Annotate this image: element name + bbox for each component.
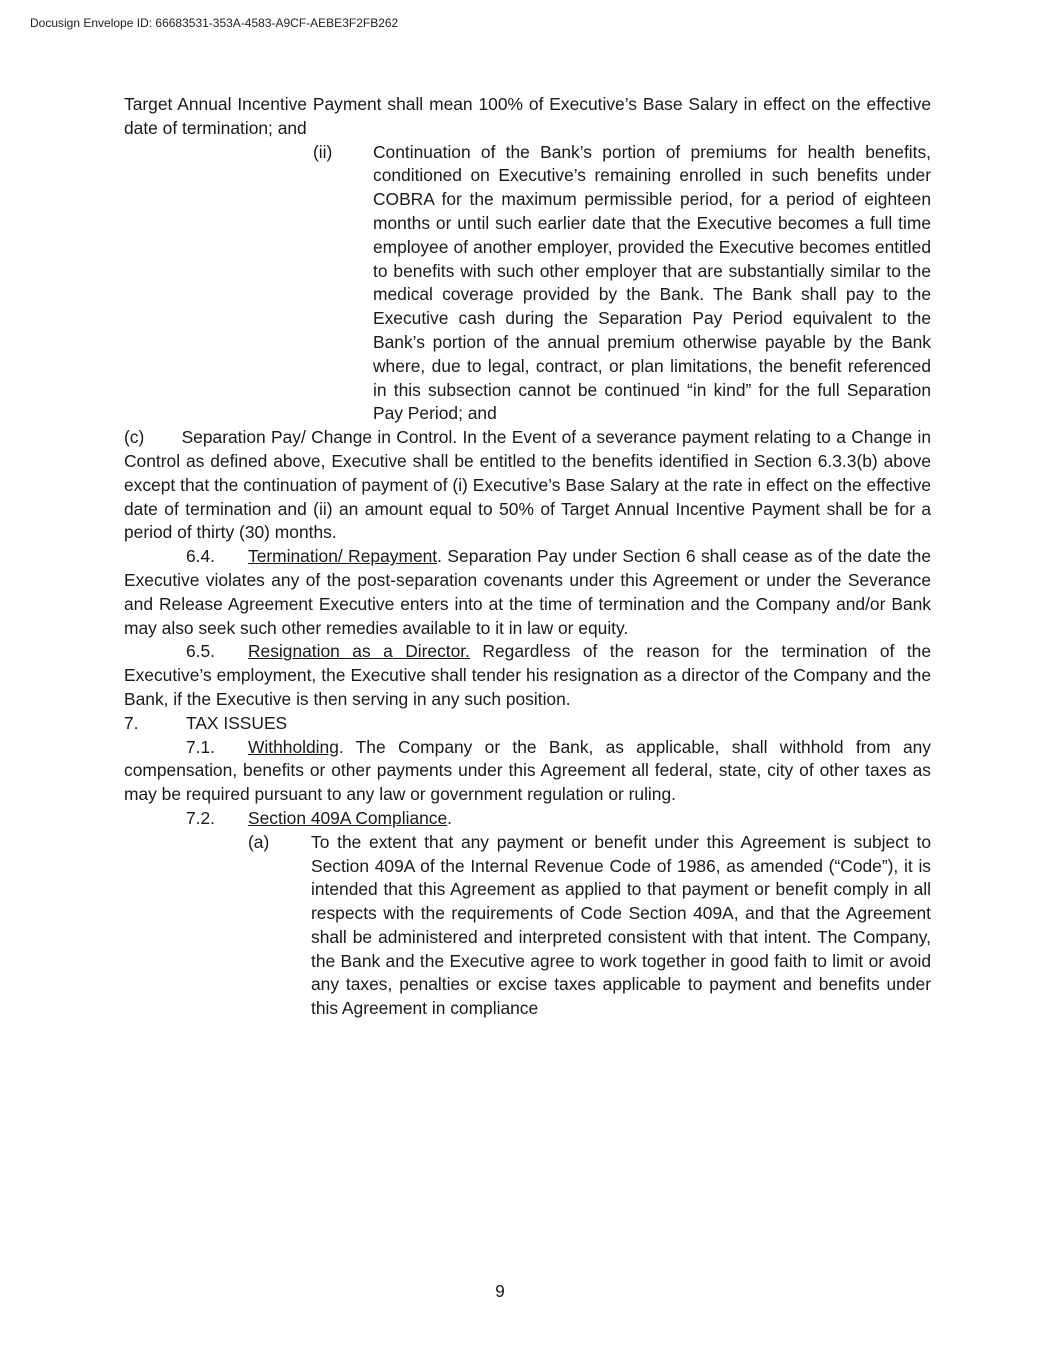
section-6-4-heading: Termination/ Repayment [248, 546, 438, 567]
docusign-envelope-id: Docusign Envelope ID: 66683531-353A-4583-A9CF-AEBE3F2FB262 [30, 16, 399, 30]
clause-a-text: To the extent that any payment or benefit under this Agreement is subject to Section 409A of the Internal Revenue Code of 1986, as amended (“Code”), it is intended that this Agreement as applied to that payment or benefit comply in all respects with the requirements of Code Section 409A, and that the Agreement shall be administered and interpreted consistent with that intent. The Company, the Bank and the Executive agree to work together in good faith to limit or avoid any taxes, penalties or excise taxes applicable to payment and benefits under this Agreement in compliance [311, 831, 931, 1019]
section-6-5 [124, 640, 931, 711]
section-6-4-number: 6.4. [186, 546, 216, 567]
section-7-1-text: . The Company or the Bank, as applicable, shall withhold from any compensation, benefits or other payments under this Agreement all federal, state, city of other taxes as may be required pursuant to any law or government regulation or ruling. [124, 736, 931, 805]
section-7-1 [124, 736, 931, 807]
section-7-number: 7. [124, 712, 139, 733]
document-body [124, 93, 931, 1021]
clause-c [124, 426, 931, 545]
section-6-5-heading: Resignation as a Director. [248, 641, 470, 662]
clause-ii-label: (ii) [313, 141, 333, 162]
section-7-2-number: 7.2. [186, 807, 216, 828]
clause-a [124, 831, 931, 1021]
clause-ii-text: Continuation of the Bank’s portion of premiums for health benefits, conditioned on Executive’s remaining enrolled in such benefits under COBRA for the maximum permissible period, for a period of eighteen months or until such earlier date that the Executive becomes a full time employee of another employer, provided the Executive becomes entitled to benefits with such other employer that are substantially similar to the medical coverage provided by the Bank. The Bank shall pay to the Executive cash during the Separation Pay Period equivalent to the Bank’s portion of the annual premium otherwise payable by the Bank where, due to legal, contract, or plan limitations, the benefit referenced in this subsection cannot be continued “in kind” for the full Separation Pay Period; and [373, 141, 931, 424]
clause-ii [124, 141, 931, 427]
section-7-2 [124, 807, 931, 831]
page-number: 9 [495, 1281, 505, 1301]
section-7-title: TAX ISSUES [186, 712, 288, 733]
section-6-5-number: 6.5. [186, 641, 216, 662]
section-7-1-number: 7.1. [186, 736, 216, 757]
section-6-4 [124, 545, 931, 640]
section-7-1-heading: Withholding [248, 736, 339, 757]
clause-a-label: (a) [248, 831, 270, 852]
clause-c-text: Separation Pay/ Change in Control. In the Event of a severance payment relating to a Change in Control as defined above, Executive shall be entitled to the benefits identified in Section 6.3.3(b) above except that the continuation of payment of (i) Executive’s Base Salary at the rate in effect on the effective date of termination and (ii) an amount equal to 50% of Target Annual Incentive Payment shall be for a period of thirty (30) months. [124, 427, 931, 543]
section-7-2-heading: Section 409A Compliance [248, 807, 448, 828]
section-7-heading [124, 712, 931, 736]
section-7-2-tail: . [447, 807, 452, 828]
section-6-4-text: . Separation Pay under Section 6 shall cease as of the date the Executive violates any of the post-separation covenants under this Agreement or under the Severance and Release Agreement Executive enters into at the time of termination and the Company and/or Bank may also seek such other remedies available to it in law or equity. [124, 546, 931, 638]
clause-c-label: (c) [124, 427, 145, 448]
section-6-5-text: Regardless of the reason for the termination of the Executive’s employment, the Executive shall tender his resignation as a director of the Company and the Bank, if the Executive is then serving in any such position. [124, 641, 931, 709]
target-incentive-paragraph: Target Annual Incentive Payment shall mean 100% of Executive’s Base Salary in effect on the effective date of termination; and [124, 94, 931, 138]
